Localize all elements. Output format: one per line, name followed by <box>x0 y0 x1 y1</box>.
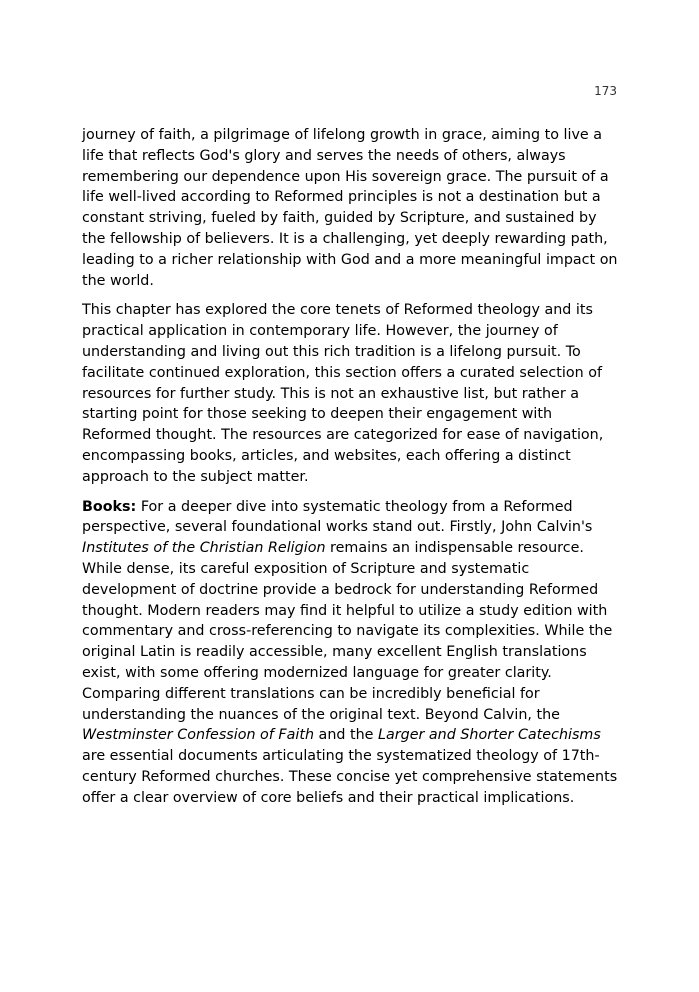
books-text-1: For a deeper dive into systematic theology from a Reformed perspective, several foundational works stand out. Firstly, John Calvin's <box>82 498 593 536</box>
books-text-2: remains an indispensable resource. While dense, its careful exposition of Scripture and systematic development of doctrine provide a bedrock for understanding Reformed thought. Modern readers may find it helpful to utilize a study edition with commentary and cross-referencing to navigate its complexities. While the original Latin is readily accessible, many excellent English translations exist, with some offering modernized language for greater clarity. Comparing different translations can be incredibly beneficial for understanding the nuances of the original text. Beyond Calvin, the <box>82 540 613 723</box>
page-number: 173 <box>594 84 617 98</box>
paragraph-books <box>82 497 622 809</box>
paragraph-faith-journey: journey of faith, a pilgrimage of lifelong growth in grace, aiming to live a life that reflects God's glory and serves the needs of others, always remembering our dependence upon His sovereign grace. The pursuit of a life well-lived according to Reformed principles is not a destination but a constant striving, fueled by faith, guided by Scripture, and sustained by the fellowship of believers. It is a challenging, yet deeply rewarding path, leading to a richer relationship with God and a more meaningful impact on the world. <box>82 127 618 289</box>
books-text-3: and the <box>314 727 379 744</box>
title-catechisms: Larger and Shorter Catechisms <box>378 727 601 744</box>
page-body <box>82 125 622 822</box>
books-heading: Books: <box>82 498 137 515</box>
paragraph-chapter-resources: This chapter has explored the core tenets of Reformed theology and its practical application in contemporary life. However, the journey of understanding and living out this rich tradition is a lifelong pursuit. To facilitate continued exploration, this section offers a curated selection of resources for further study. This is not an exhaustive list, but rather a starting point for those seeking to deepen their engagement with Reformed thought. The resources are categorized for ease of navigation, encompassing books, articles, and websites, each offering a distinct approach to the subject matter. <box>82 302 604 485</box>
books-text-4: are essential documents articulating the systematized theology of 17th-century Reformed churches. These concise yet comprehensive statements offer a clear overview of core beliefs and their practical implications. <box>82 748 618 806</box>
title-institutes: Institutes of the Christian Religion <box>82 540 326 557</box>
title-westminster-confession: Westminster Confession of Faith <box>82 727 315 744</box>
